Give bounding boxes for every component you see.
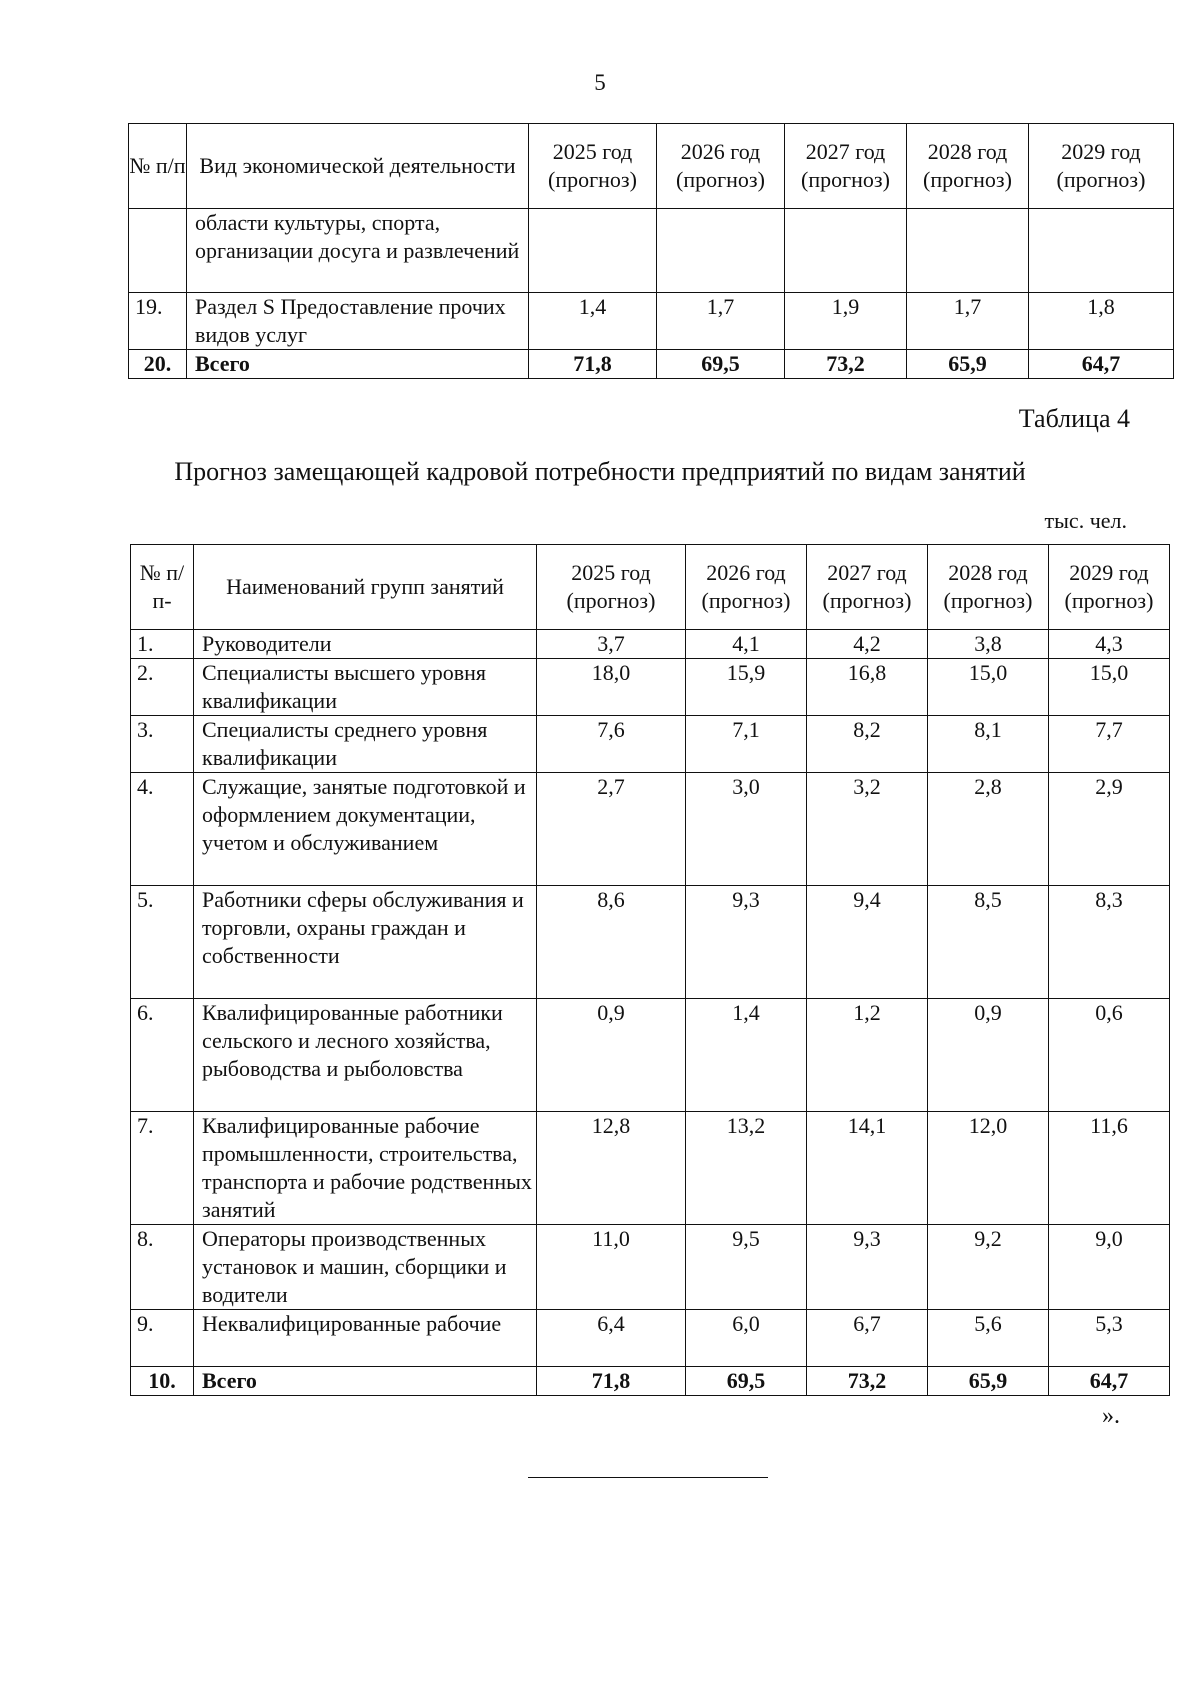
table-row	[131, 1310, 1170, 1367]
header-year: 2027 год (прогноз)	[785, 124, 907, 209]
row-num: 20.	[129, 350, 187, 379]
row-num	[129, 209, 187, 293]
table-row	[131, 716, 1170, 773]
row-name: Всего	[187, 350, 529, 379]
table-total-row	[129, 350, 1174, 379]
row-value: 1,4	[686, 999, 807, 1112]
row-value: 18,0	[537, 659, 686, 716]
row-value: 64,7	[1049, 1367, 1170, 1396]
row-value: 4,2	[807, 630, 928, 659]
row-value: 3,0	[686, 773, 807, 886]
row-value: 8,6	[537, 886, 686, 999]
row-value: 9,5	[686, 1225, 807, 1310]
row-num: 7.	[131, 1112, 194, 1225]
occupation-demand-table	[130, 544, 1170, 1396]
row-value: 8,5	[928, 886, 1049, 999]
row-name: Специалисты среднего уровня квалификации	[194, 716, 537, 773]
row-value: 3,2	[807, 773, 928, 886]
row-value: 0,9	[537, 999, 686, 1112]
row-value: 15,0	[1049, 659, 1170, 716]
row-name: Раздел S Предоставление прочих видов услуг	[187, 293, 529, 350]
row-name: Квалифицированные работники сельского и лесного хозяйства, рыбоводства и рыболовства	[194, 999, 537, 1112]
row-num: 19.	[129, 293, 187, 350]
row-value: 6,0	[686, 1310, 807, 1367]
row-num: 10.	[131, 1367, 194, 1396]
row-value: 15,0	[928, 659, 1049, 716]
row-value: 0,6	[1049, 999, 1170, 1112]
header-year: 2028 год (прогноз)	[907, 124, 1029, 209]
row-value: 9,0	[1049, 1225, 1170, 1310]
row-value: 2,8	[928, 773, 1049, 886]
header-year: 2026 год (прогноз)	[657, 124, 785, 209]
row-value	[529, 209, 657, 293]
table-row	[131, 773, 1170, 886]
row-value: 12,8	[537, 1112, 686, 1225]
row-value: 64,7	[1029, 350, 1174, 379]
table-row	[131, 999, 1170, 1112]
row-num: 2.	[131, 659, 194, 716]
row-name: Служащие, занятые подготовкой и оформлением документации, учетом и обслуживанием	[194, 773, 537, 886]
row-value: 5,3	[1049, 1310, 1170, 1367]
row-num: 5.	[131, 886, 194, 999]
row-value	[1029, 209, 1174, 293]
row-value: 9,2	[928, 1225, 1049, 1310]
row-name: Работники сферы обслуживания и торговли, охраны граждан и собственности	[194, 886, 537, 999]
economic-activity-table	[128, 123, 1174, 379]
row-value: 13,2	[686, 1112, 807, 1225]
row-value: 9,4	[807, 886, 928, 999]
row-value	[907, 209, 1029, 293]
row-name: Руководители	[194, 630, 537, 659]
row-name: области культуры, спорта, организации досуга и развлечений	[187, 209, 529, 293]
row-value: 7,7	[1049, 716, 1170, 773]
table-total-row	[131, 1367, 1170, 1396]
table-row	[131, 630, 1170, 659]
header-year: 2028 год (прогноз)	[928, 545, 1049, 630]
row-value: 69,5	[657, 350, 785, 379]
row-value: 73,2	[785, 350, 907, 379]
row-value: 1,9	[785, 293, 907, 350]
header-year: 2025 год (прогноз)	[537, 545, 686, 630]
row-num: 8.	[131, 1225, 194, 1310]
row-value	[785, 209, 907, 293]
header-year: 2026 год (прогноз)	[686, 545, 807, 630]
row-value: 7,1	[686, 716, 807, 773]
row-num: 1.	[131, 630, 194, 659]
row-value: 12,0	[928, 1112, 1049, 1225]
row-name: Неквалифицированные рабочие	[194, 1310, 537, 1367]
row-value: 65,9	[928, 1367, 1049, 1396]
row-value: 3,7	[537, 630, 686, 659]
row-value: 9,3	[807, 1225, 928, 1310]
row-num: 6.	[131, 999, 194, 1112]
row-value: 1,4	[529, 293, 657, 350]
closing-quote: ».	[1102, 1403, 1120, 1429]
unit-label: тыс. чел.	[1044, 508, 1127, 533]
row-value: 69,5	[686, 1367, 807, 1396]
row-value: 14,1	[807, 1112, 928, 1225]
row-num: 4.	[131, 773, 194, 886]
header-year: 2025 год (прогноз)	[529, 124, 657, 209]
header-year: 2029 год (прогноз)	[1029, 124, 1174, 209]
row-value: 2,9	[1049, 773, 1170, 886]
row-value: 4,3	[1049, 630, 1170, 659]
row-name: Всего	[194, 1367, 537, 1396]
row-value: 8,3	[1049, 886, 1170, 999]
header-num: № п/п	[129, 124, 187, 209]
row-value: 16,8	[807, 659, 928, 716]
row-value: 1,7	[907, 293, 1029, 350]
row-value: 1,8	[1029, 293, 1174, 350]
row-value: 15,9	[686, 659, 807, 716]
row-value: 3,8	[928, 630, 1049, 659]
row-value	[657, 209, 785, 293]
row-value: 6,7	[807, 1310, 928, 1367]
table-row	[131, 1112, 1170, 1225]
row-value: 9,3	[686, 886, 807, 999]
row-name: Операторы производственных установок и машин, сборщики и водители	[194, 1225, 537, 1310]
page-number: 5	[594, 70, 606, 95]
table-row	[131, 1225, 1170, 1310]
row-num: 9.	[131, 1310, 194, 1367]
row-name: Специалисты высшего уровня квалификации	[194, 659, 537, 716]
end-divider	[528, 1477, 768, 1478]
table-header-row	[131, 545, 1170, 630]
row-value: 65,9	[907, 350, 1029, 379]
header-year: 2027 год (прогноз)	[807, 545, 928, 630]
row-num: 3.	[131, 716, 194, 773]
row-value: 73,2	[807, 1367, 928, 1396]
table-row	[129, 293, 1174, 350]
header-num: № п/п-	[131, 545, 194, 630]
table-caption: Таблица 4	[1018, 404, 1130, 433]
row-value: 5,6	[928, 1310, 1049, 1367]
table-row	[131, 659, 1170, 716]
table-header-row	[129, 124, 1174, 209]
row-value: 11,6	[1049, 1112, 1170, 1225]
row-value: 4,1	[686, 630, 807, 659]
row-value: 71,8	[529, 350, 657, 379]
row-value: 6,4	[537, 1310, 686, 1367]
header-occupation-group: Наименований групп занятий	[194, 545, 537, 630]
row-value: 71,8	[537, 1367, 686, 1396]
row-value: 11,0	[537, 1225, 686, 1310]
header-activity: Вид экономической деятельности	[187, 124, 529, 209]
row-value: 1,2	[807, 999, 928, 1112]
table-row	[129, 209, 1174, 293]
table-title: Прогноз замещающей кадровой потребности предприятий по видам занятий	[174, 457, 1026, 486]
row-value: 1,7	[657, 293, 785, 350]
row-value: 7,6	[537, 716, 686, 773]
header-year: 2029 год (прогноз)	[1049, 545, 1170, 630]
row-name: Квалифицированные рабочие промышленности, строительства, транспорта и рабочие родственных занятий	[194, 1112, 537, 1225]
table-row	[131, 886, 1170, 999]
row-value: 8,2	[807, 716, 928, 773]
row-value: 8,1	[928, 716, 1049, 773]
row-value: 0,9	[928, 999, 1049, 1112]
row-value: 2,7	[537, 773, 686, 886]
